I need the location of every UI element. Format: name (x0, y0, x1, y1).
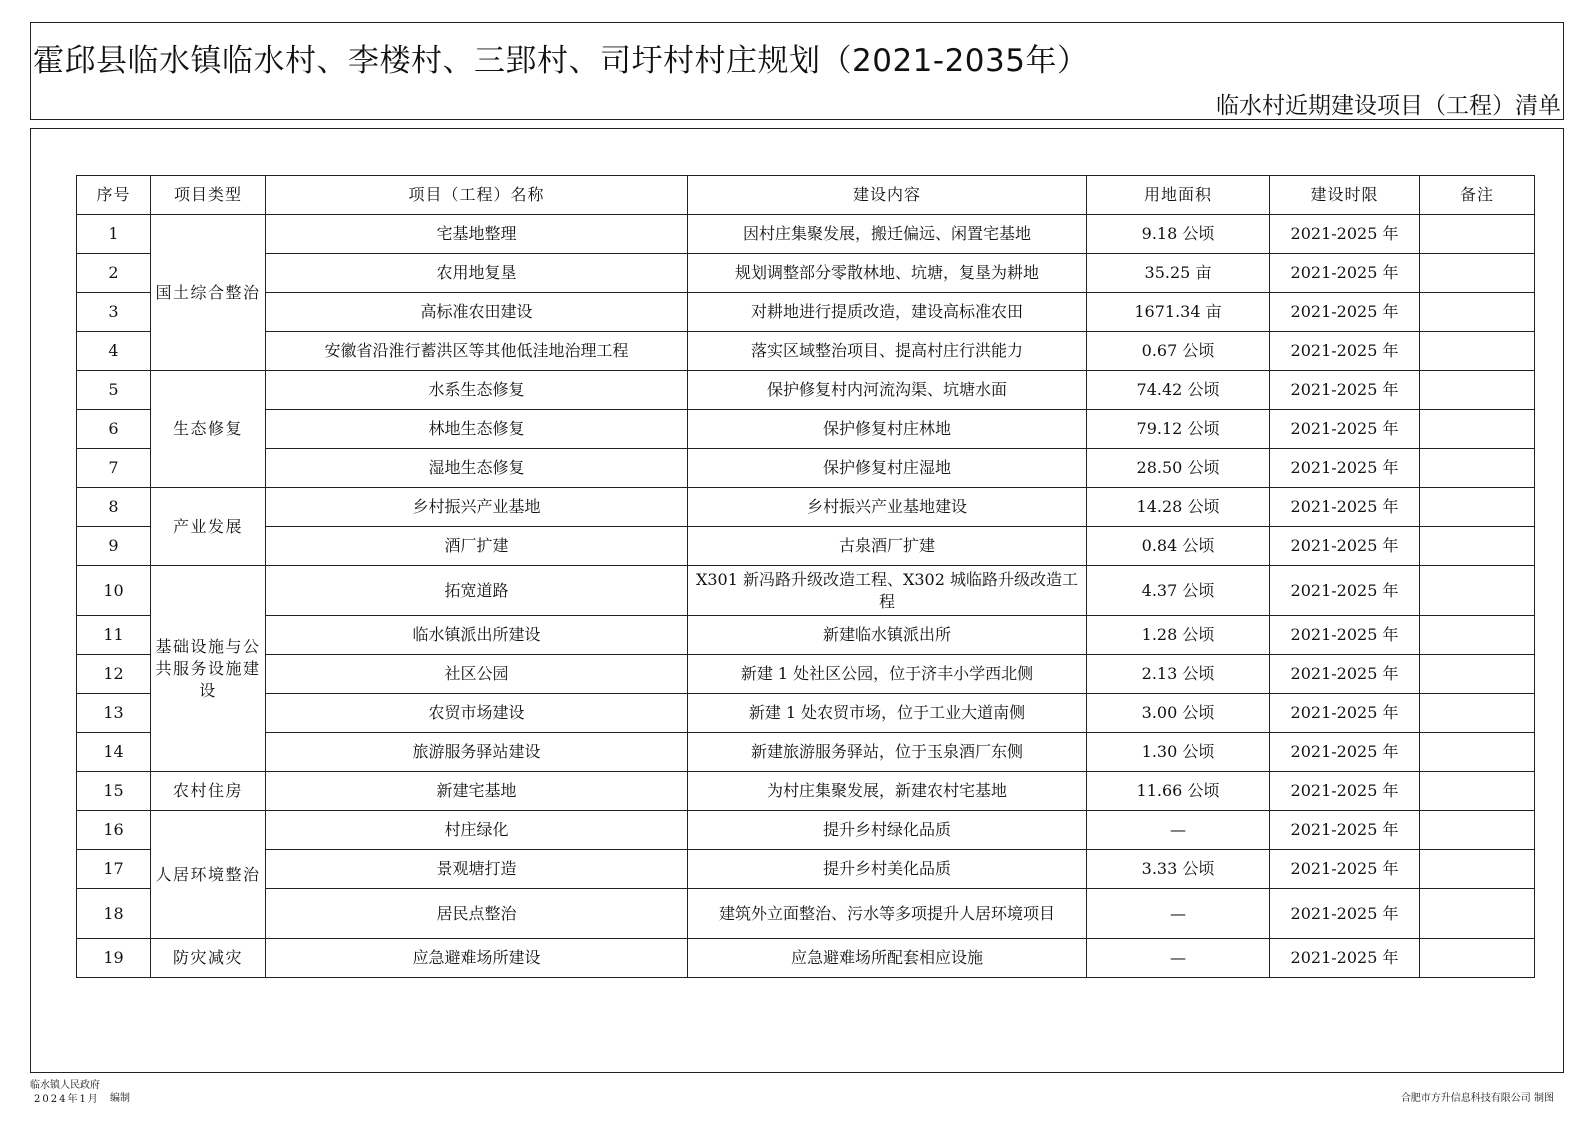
cell-no: 19 (77, 939, 151, 978)
cell-name: 临水镇派出所建设 (266, 616, 688, 655)
cell-area: 4.37 公顷 (1087, 566, 1270, 616)
cell-content: X301 新冯路升级改造工程、X302 城临路升级改造工程 (688, 566, 1087, 616)
cell-no: 8 (77, 488, 151, 527)
cell-area: 74.42 公顷 (1087, 371, 1270, 410)
cell-no: 16 (77, 811, 151, 850)
table-row (77, 527, 1535, 566)
cell-period: 2021-2025 年 (1270, 939, 1420, 978)
cell-name: 新建宅基地 (266, 772, 688, 811)
category-cell: 国土综合整治 (151, 215, 266, 371)
cell-remark (1420, 616, 1535, 655)
table-row (77, 215, 1535, 254)
cell-remark (1420, 889, 1535, 939)
cell-no: 1 (77, 215, 151, 254)
cell-remark (1420, 488, 1535, 527)
table-row (77, 293, 1535, 332)
cell-area: 1671.34 亩 (1087, 293, 1270, 332)
cell-remark (1420, 655, 1535, 694)
table-row (77, 889, 1535, 939)
cell-content: 提升乡村绿化品质 (688, 811, 1087, 850)
table-row (77, 449, 1535, 488)
category-cell: 防灾减灾 (151, 939, 266, 978)
cell-area: 2.13 公顷 (1087, 655, 1270, 694)
footer-edited-label: 编制 (110, 1093, 130, 1104)
cell-remark (1420, 527, 1535, 566)
footer-organization (30, 1079, 100, 1107)
cell-period: 2021-2025 年 (1270, 811, 1420, 850)
cell-period: 2021-2025 年 (1270, 772, 1420, 811)
cell-content: 规划调整部分零散林地、坑塘，复垦为耕地 (688, 254, 1087, 293)
table-row (77, 733, 1535, 772)
cell-remark (1420, 254, 1535, 293)
cell-no: 17 (77, 850, 151, 889)
cell-name: 安徽省沿淮行蓄洪区等其他低洼地治理工程 (266, 332, 688, 371)
cell-area: 14.28 公顷 (1087, 488, 1270, 527)
cell-remark (1420, 694, 1535, 733)
cell-area: 79.12 公顷 (1087, 410, 1270, 449)
cell-area: — (1087, 889, 1270, 939)
cell-no: 3 (77, 293, 151, 332)
cell-content: 建筑外立面整治、污水等多项提升人居环境项目 (688, 889, 1087, 939)
cell-area: 1.30 公顷 (1087, 733, 1270, 772)
cell-no: 7 (77, 449, 151, 488)
cell-no: 4 (77, 332, 151, 371)
footer-org-name: 临水镇人民政府 (30, 1080, 100, 1091)
cell-remark (1420, 371, 1535, 410)
project-table (76, 175, 1535, 978)
cell-remark (1420, 811, 1535, 850)
cell-name: 社区公园 (266, 655, 688, 694)
cell-content: 落实区域整治项目、提高村庄行洪能力 (688, 332, 1087, 371)
header-content: 建设内容 (688, 176, 1087, 215)
footer-date: 2024年1月 (34, 1094, 100, 1105)
header-area: 用地面积 (1087, 176, 1270, 215)
cell-period: 2021-2025 年 (1270, 655, 1420, 694)
cell-name: 乡村振兴产业基地 (266, 488, 688, 527)
cell-content: 对耕地进行提质改造，建设高标准农田 (688, 293, 1087, 332)
table-row (77, 371, 1535, 410)
cell-remark (1420, 293, 1535, 332)
cell-period: 2021-2025 年 (1270, 527, 1420, 566)
table-row (77, 254, 1535, 293)
cell-no: 9 (77, 527, 151, 566)
cell-content: 保护修复村庄湿地 (688, 449, 1087, 488)
cell-name: 高标准农田建设 (266, 293, 688, 332)
header-remark: 备注 (1420, 176, 1535, 215)
cell-name: 农贸市场建设 (266, 694, 688, 733)
cell-area: 0.84 公顷 (1087, 527, 1270, 566)
cell-area: 0.67 公顷 (1087, 332, 1270, 371)
category-cell: 人居环境整治 (151, 811, 266, 939)
cell-remark (1420, 215, 1535, 254)
cell-period: 2021-2025 年 (1270, 410, 1420, 449)
table-row (77, 811, 1535, 850)
cell-area: 3.33 公顷 (1087, 850, 1270, 889)
cell-period: 2021-2025 年 (1270, 733, 1420, 772)
cell-remark (1420, 850, 1535, 889)
cell-period: 2021-2025 年 (1270, 371, 1420, 410)
table-row (77, 655, 1535, 694)
cell-content: 应急避难场所配套相应设施 (688, 939, 1087, 978)
category-cell: 农村住房 (151, 772, 266, 811)
cell-no: 11 (77, 616, 151, 655)
cell-no: 2 (77, 254, 151, 293)
cell-name: 林地生态修复 (266, 410, 688, 449)
cell-area: 28.50 公顷 (1087, 449, 1270, 488)
table-row (77, 939, 1535, 978)
cell-area: 3.00 公顷 (1087, 694, 1270, 733)
cell-content: 新建 1 处农贸市场，位于工业大道南侧 (688, 694, 1087, 733)
cell-period: 2021-2025 年 (1270, 850, 1420, 889)
cell-content: 保护修复村内河流沟渠、坑塘水面 (688, 371, 1087, 410)
cell-period: 2021-2025 年 (1270, 566, 1420, 616)
cell-period: 2021-2025 年 (1270, 293, 1420, 332)
header-period: 建设时限 (1270, 176, 1420, 215)
cell-remark (1420, 449, 1535, 488)
page-subtitle: 临水村近期建设项目（工程）清单 (1216, 93, 1561, 119)
cell-no: 15 (77, 772, 151, 811)
cell-remark (1420, 772, 1535, 811)
table-row (77, 772, 1535, 811)
table-row (77, 410, 1535, 449)
cell-content: 为村庄集聚发展，新建农村宅基地 (688, 772, 1087, 811)
cell-no: 12 (77, 655, 151, 694)
page-title: 霍邱县临水镇临水村、李楼村、三郢村、司圩村村庄规划（2021-2035年） (33, 43, 1089, 79)
header-name: 项目（工程）名称 (266, 176, 688, 215)
cell-content: 古泉酒厂扩建 (688, 527, 1087, 566)
cell-content: 乡村振兴产业基地建设 (688, 488, 1087, 527)
cell-content: 保护修复村庄林地 (688, 410, 1087, 449)
header-no: 序号 (77, 176, 151, 215)
cell-no: 18 (77, 889, 151, 939)
cell-period: 2021-2025 年 (1270, 332, 1420, 371)
cell-content: 新建旅游服务驿站，位于玉泉酒厂东侧 (688, 733, 1087, 772)
category-cell: 基础设施与公共服务设施建设 (151, 566, 266, 772)
cell-remark (1420, 566, 1535, 616)
cell-period: 2021-2025 年 (1270, 488, 1420, 527)
cell-content: 提升乡村美化品质 (688, 850, 1087, 889)
cell-name: 应急避难场所建设 (266, 939, 688, 978)
table-row (77, 488, 1535, 527)
table-row (77, 616, 1535, 655)
cell-area: — (1087, 939, 1270, 978)
category-cell: 生态修复 (151, 371, 266, 488)
cell-area: — (1087, 811, 1270, 850)
cell-period: 2021-2025 年 (1270, 889, 1420, 939)
cell-remark (1420, 332, 1535, 371)
cell-content: 因村庄集聚发展，搬迁偏远、闲置宅基地 (688, 215, 1087, 254)
cell-remark (1420, 410, 1535, 449)
cell-content: 新建临水镇派出所 (688, 616, 1087, 655)
cell-name: 宅基地整理 (266, 215, 688, 254)
cell-period: 2021-2025 年 (1270, 616, 1420, 655)
table-header-row (77, 176, 1535, 215)
cell-no: 6 (77, 410, 151, 449)
table-row (77, 566, 1535, 616)
cell-remark (1420, 939, 1535, 978)
cell-period: 2021-2025 年 (1270, 215, 1420, 254)
cell-period: 2021-2025 年 (1270, 694, 1420, 733)
cell-name: 景观塘打造 (266, 850, 688, 889)
cell-area: 1.28 公顷 (1087, 616, 1270, 655)
cell-remark (1420, 733, 1535, 772)
cell-name: 居民点整治 (266, 889, 688, 939)
header-type: 项目类型 (151, 176, 266, 215)
cell-name: 水系生态修复 (266, 371, 688, 410)
cell-period: 2021-2025 年 (1270, 449, 1420, 488)
cell-area: 11.66 公顷 (1087, 772, 1270, 811)
cell-name: 酒厂扩建 (266, 527, 688, 566)
table-row (77, 850, 1535, 889)
footer-maker: 合肥市方升信息科技有限公司 制图 (1400, 1093, 1554, 1104)
table-row (77, 694, 1535, 733)
cell-no: 14 (77, 733, 151, 772)
category-cell: 产业发展 (151, 488, 266, 566)
table-row (77, 332, 1535, 371)
cell-area: 9.18 公顷 (1087, 215, 1270, 254)
cell-name: 湿地生态修复 (266, 449, 688, 488)
cell-area: 35.25 亩 (1087, 254, 1270, 293)
cell-no: 5 (77, 371, 151, 410)
cell-name: 旅游服务驿站建设 (266, 733, 688, 772)
cell-name: 村庄绿化 (266, 811, 688, 850)
cell-period: 2021-2025 年 (1270, 254, 1420, 293)
cell-name: 农用地复垦 (266, 254, 688, 293)
cell-name: 拓宽道路 (266, 566, 688, 616)
cell-content: 新建 1 处社区公园，位于济丰小学西北侧 (688, 655, 1087, 694)
cell-no: 10 (77, 566, 151, 616)
cell-no: 13 (77, 694, 151, 733)
title-box (30, 22, 1564, 120)
